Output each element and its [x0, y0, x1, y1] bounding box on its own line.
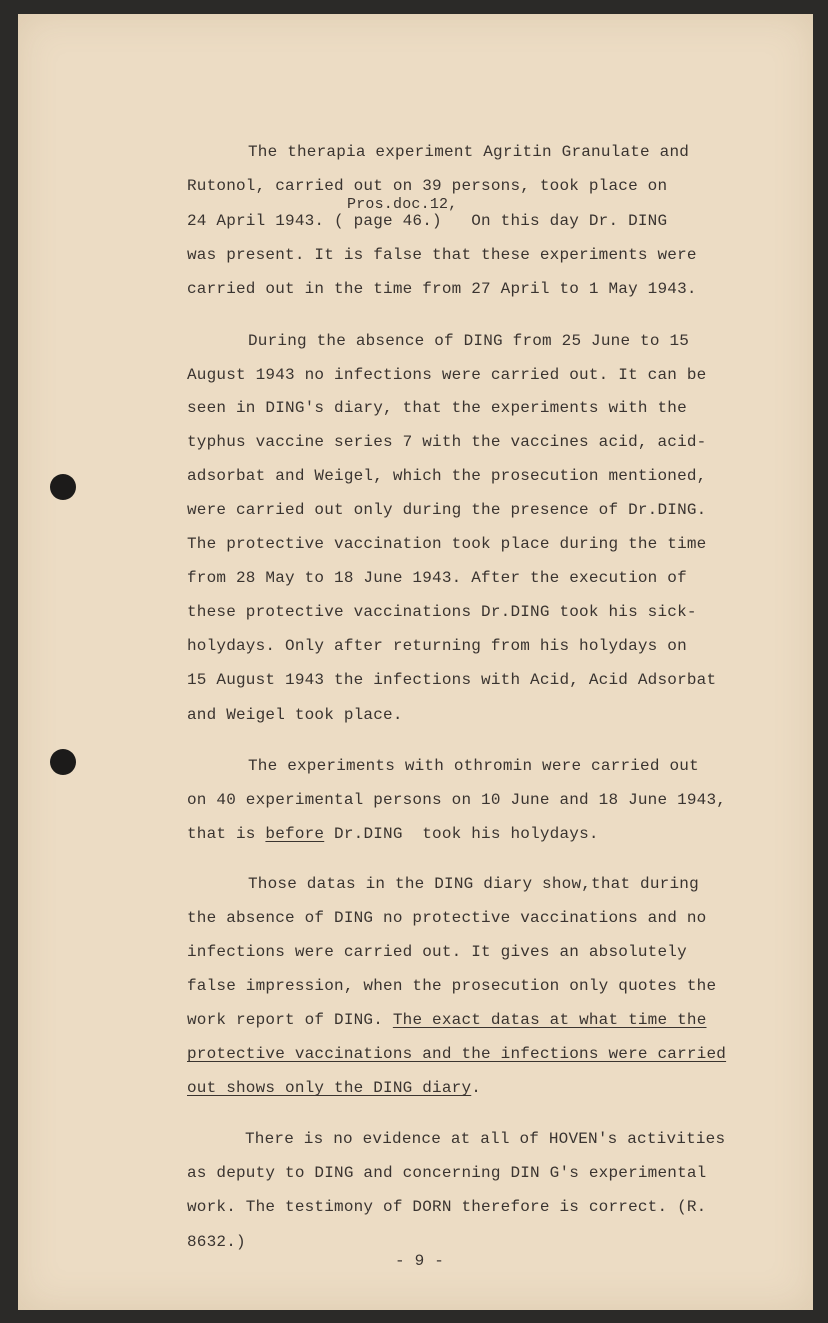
text-segment: work report of DING.: [187, 1011, 393, 1029]
text-line: seen in DING's diary, that the experiments with the: [187, 399, 687, 417]
text-line: typhus vaccine series 7 with the vaccines acid, acid-: [187, 433, 707, 451]
text-line: on 40 experimental persons on 10 June and 18 June 1943,: [187, 791, 727, 809]
text-line: There is no evidence at all of HOVEN's activities: [245, 1130, 726, 1148]
text-line: The protective vaccination took place during the time: [187, 535, 707, 553]
text-segment: Dr.DING took his holydays.: [324, 825, 599, 843]
text-line: During the absence of DING from 25 June to 15: [248, 332, 690, 350]
text-line: August 1943 no infections were carried out. It can be: [187, 366, 707, 384]
text-line: 24 April 1943. ( page 46.) On this day Dr. DING: [187, 212, 668, 230]
text-line: work. The testimony of DORN therefore is correct. (R.: [187, 1198, 707, 1216]
text-line: adsorbat and Weigel, which the prosecution mentioned,: [187, 467, 707, 485]
text-line: and Weigel took place.: [187, 706, 403, 724]
text-line: [187, 1011, 707, 1029]
text-line: as deputy to DING and concerning DIN G's experimental: [187, 1164, 707, 1182]
underlined-text: The exact datas at what time the: [392, 1011, 707, 1029]
text-line: these protective vaccinations Dr.DING took his sick-: [187, 603, 697, 621]
text-line: Rutonol, carried out on 39 persons, took place on: [187, 177, 668, 195]
handwritten-annotation: Pros.doc.12,: [347, 196, 458, 213]
page-number: - 9 -: [395, 1252, 445, 1270]
text-line: was present. It is false that these experiments were: [187, 246, 697, 264]
text-line: [187, 1079, 481, 1097]
text-line: 8632.): [187, 1233, 246, 1251]
text-line: 15 August 1943 the infections with Acid, Acid Adsorbat: [187, 671, 717, 689]
text-line: were carried out only during the presence of Dr.DING.: [187, 501, 707, 519]
text-line: The therapia experiment Agritin Granulate and: [248, 143, 690, 161]
underlined-text-line: protective vaccinations and the infections were carried: [187, 1045, 727, 1063]
punch-hole: [50, 749, 76, 775]
text-segment: .: [471, 1079, 482, 1097]
text-line: carried out in the time from 27 April to 1 May 1943.: [187, 280, 697, 298]
text-segment: that is: [187, 825, 266, 843]
punch-hole: [50, 474, 76, 500]
text-line: from 28 May to 18 June 1943. After the execution of: [187, 569, 687, 587]
text-line: [187, 825, 599, 843]
text-line: infections were carried out. It gives an absolutely: [187, 943, 687, 961]
text-line: false impression, when the prosecution only quotes the: [187, 977, 717, 995]
text-line: the absence of DING no protective vaccinations and no: [187, 909, 707, 927]
text-line: holydays. Only after returning from his holydays on: [187, 637, 687, 655]
underlined-text: before: [265, 825, 325, 843]
text-line: The experiments with othromin were carried out: [248, 757, 699, 775]
text-line: Those datas in the DING diary show,that during: [248, 875, 699, 893]
underlined-text: out shows only the DING diary: [187, 1079, 472, 1097]
